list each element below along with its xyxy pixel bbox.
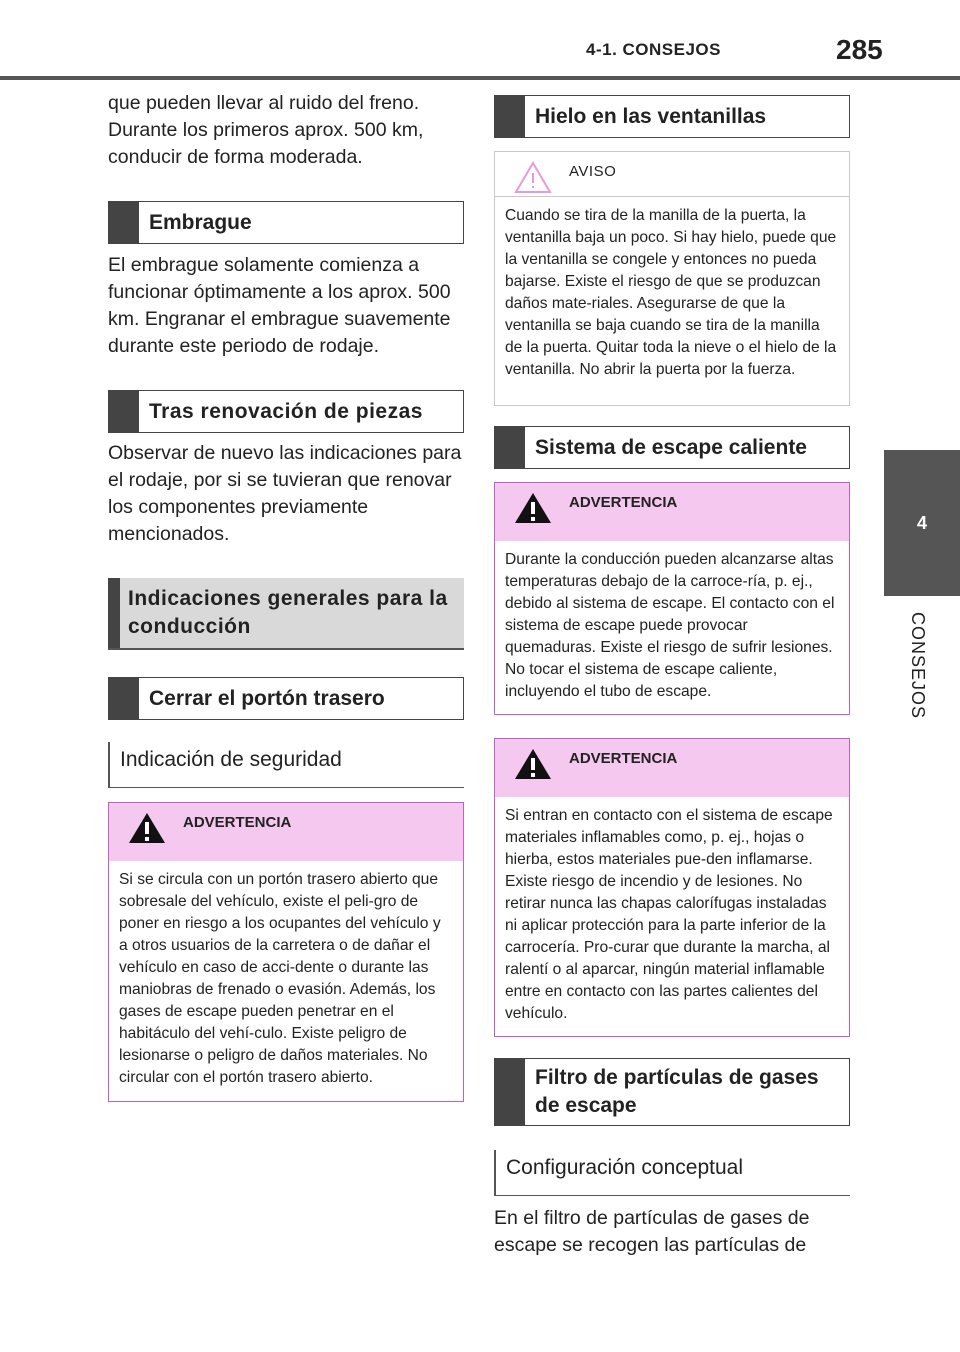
- warning-header: [495, 483, 849, 541]
- page-number: 285: [836, 34, 883, 65]
- warning-triangle-icon: [513, 491, 553, 525]
- warning-label: ADVERTENCIA: [183, 814, 292, 831]
- heading-embrague: [108, 201, 464, 244]
- heading-bar: [495, 427, 525, 468]
- heading-porton: [108, 677, 464, 720]
- embrague-paragraph: El embrague solamente comienza a funcionar óptimamente a los aprox. 500 km. Engranar el embrague suavemente durante este periodo de rodaje.: [108, 254, 451, 357]
- warning-label: ADVERTENCIA: [569, 494, 678, 511]
- warning-triangle-icon: [513, 747, 553, 781]
- warning-box-inflamables: [494, 738, 850, 1037]
- heading-text: Tras renovación de piezas: [149, 399, 423, 423]
- warning-box-porton: [108, 802, 464, 1102]
- heading-text: Embrague: [149, 210, 252, 234]
- heading-text: Filtro de partículas de gases de escape: [535, 1066, 819, 1117]
- intro-paragraph: que pueden llevar al ruido del freno. Durante los primeros aprox. 500 km, conducir de forma moderada.: [108, 92, 424, 168]
- warning-label: ADVERTENCIA: [569, 750, 678, 767]
- renovacion-paragraph: Observar de nuevo las indicaciones para el rodaje, por si se tuvieran que renovar los componentes previamente mencionados.: [108, 442, 462, 545]
- warning-box-escape: [494, 482, 850, 715]
- caution-text: Cuando se tira de la manilla de la puerta, la ventanilla baja un poco. Si hay hielo, puede que la ventanilla se congele y entonces no pueda bajarse. Existe el riesgo de que se produzcan daños mate-riales. Asegurarse de que la ventanilla se baja cuando se tira de la manilla de la puerta. Quitar toda la nieve o el hielo de la ventanilla. No abrir la puerta por la fuerza.: [505, 207, 837, 378]
- heading-text: Hielo en las ventanillas: [535, 104, 767, 128]
- heading-bar: [108, 578, 120, 648]
- heading-text: Sistema de escape caliente: [535, 435, 807, 459]
- heading-filtro: [494, 1058, 850, 1126]
- heading-bar: [495, 1059, 525, 1125]
- warning-text: Si entran en contacto con el sistema de escape materiales inflamables como, p. ej., hojas o hierba, estos materiales pue-den inflamarse. Existe riesgo de incendio y de lesiones. No retirar nunca las chapas calorífugas instaladas ni aplicar protección para la parte inferior de la carrocería. Pro-curar que durante la marcha, al ralentí o al aparcar, ningún material inflamable entre en contacto con las partes calientes del vehículo.: [505, 807, 833, 1022]
- caution-triangle-icon: [513, 160, 553, 194]
- chapter-label: CONSEJOS: [908, 612, 928, 720]
- warning-triangle-icon: [127, 811, 167, 845]
- warning-header: [495, 739, 849, 797]
- heading-bar: [495, 96, 525, 137]
- heading-bar: [109, 391, 139, 432]
- heading-text: Cerrar el portón trasero: [149, 686, 385, 710]
- warning-text: Si se circula con un portón trasero abierto que sobresale del vehículo, existe el peli-gro de poner en riesgo a los ocupantes del vehículo y a otros usuarios de la carretera o de dañar el vehículo en caso de acci-dente o durante las maniobras de frenado o evasión. Además, los gases de escape pueden penetrar en el habitáculo del vehí-culo. Existe peligro de lesionarse o peligro de daños materiales. No circular con el portón trasero abierto.: [119, 871, 441, 1086]
- heading-bar: [109, 678, 139, 719]
- heading-text: Indicaciones generales para la conducción: [128, 587, 448, 638]
- subheading-configuracion: Configuración conceptual: [494, 1150, 850, 1196]
- heading-hielo: [494, 95, 850, 138]
- chapter-number: 4: [916, 512, 927, 533]
- caution-header: [495, 152, 849, 197]
- heading-indicaciones: [108, 578, 464, 650]
- header-rule: [0, 76, 960, 80]
- warning-header: [109, 803, 463, 861]
- subheading-seguridad: Indicación de seguridad: [108, 742, 464, 788]
- section-header: 4-1. CONSEJOS: [586, 40, 721, 59]
- caution-box-hielo: [494, 151, 850, 406]
- heading-escape: [494, 426, 850, 469]
- chapter-tab[interactable]: [884, 450, 960, 596]
- heading-bar: [109, 202, 139, 243]
- heading-renovacion: [108, 390, 464, 433]
- filtro-paragraph: En el filtro de partículas de gases de escape se recogen las partículas de: [494, 1207, 810, 1256]
- warning-text: Durante la conducción pueden alcanzarse altas temperaturas debajo de la carroce-ría, p. ej., debido al sistema de escape. El contacto con el sistema de escape puede provocar quemaduras. Existe el riesgo de sufrir lesiones. No tocar el sistema de escape caliente, incluyendo el tubo de escape.: [505, 551, 835, 700]
- caution-label: AVISO: [569, 163, 617, 180]
